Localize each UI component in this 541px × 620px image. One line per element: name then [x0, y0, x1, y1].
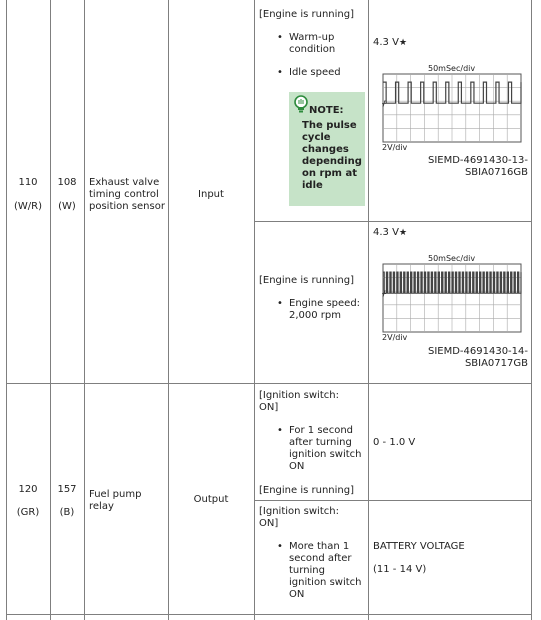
scope-trace [383, 272, 521, 293]
figure-ref: SIEMD-4691430-13- [427, 155, 528, 166]
condition-header: [Engine is running] [259, 275, 355, 286]
ground-marker-icon: ᚋ [382, 289, 386, 299]
star-icon: ★ [398, 38, 408, 48]
terminal-minus: 157 [57, 484, 77, 495]
oscilloscope-waveform [382, 263, 522, 333]
signal-value: BATTERY VOLTAGE [373, 541, 465, 552]
condition-list [277, 425, 362, 473]
lightbulb-icon [293, 95, 309, 115]
description-line: timing control [89, 189, 159, 200]
description-line: position sensor [89, 201, 165, 212]
table-border-right [531, 0, 532, 620]
figure-ref: SBIA0716GB [464, 167, 528, 178]
condition-header: [Ignition switch: [259, 390, 339, 401]
list-item: • Engine speed: [277, 298, 361, 309]
table-border-left [6, 0, 7, 620]
row-divider [6, 383, 532, 384]
terminal-minus-color: (B) [59, 507, 75, 518]
condition-list [277, 298, 361, 322]
list-item: ON [289, 461, 305, 472]
note-body: The pulse cycle changes depending on rpm at idle [302, 120, 362, 191]
description-line: Fuel pump [89, 489, 142, 500]
condition-header: [Ignition switch: [259, 506, 339, 517]
list-item: second after [289, 553, 352, 564]
star-icon: ★ [398, 228, 408, 238]
list-item: condition [289, 44, 336, 55]
scope-time-div: 50mSec/div [428, 64, 476, 73]
condition-list [277, 67, 341, 79]
condition-footer: [Engine is running] [259, 485, 355, 496]
bullet-icon: • [277, 541, 283, 552]
condition-header: ON] [259, 402, 279, 413]
condition-list [277, 541, 362, 601]
signal-type: Input [198, 189, 224, 200]
condition-list [277, 32, 336, 56]
bullet-icon: • [277, 32, 283, 43]
column-divider [50, 0, 51, 620]
condition-header: [Engine is running] [259, 9, 355, 20]
row-divider [6, 614, 532, 615]
description-line: relay [89, 501, 114, 512]
note-label: NOTE: [309, 105, 344, 116]
description-line: Exhaust valve [89, 177, 160, 188]
scope-time-div: 50mSec/div [428, 254, 476, 263]
column-divider [254, 0, 255, 620]
signal-value: 4.3 V★ [373, 37, 408, 48]
scope-volt-div: 2V/div [382, 333, 408, 342]
list-item: after turning [289, 437, 352, 448]
terminal-minus-color: (W) [58, 201, 76, 212]
column-divider [368, 0, 369, 620]
terminal-plus: 120 [18, 484, 38, 495]
scope-volt-div: 2V/div [382, 143, 408, 152]
oscilloscope-waveform [382, 73, 522, 143]
row-divider [254, 500, 532, 501]
note-box [289, 92, 365, 206]
bullet-icon: • [277, 425, 283, 436]
ground-marker-icon: ᚋ [382, 99, 386, 109]
list-item: ignition switch [289, 577, 362, 588]
signal-value: 0 - 1.0 V [373, 437, 416, 448]
column-divider [84, 0, 85, 620]
bullet-icon: • [277, 67, 283, 78]
list-item: turning [289, 565, 325, 576]
figure-ref: SIEMD-4691430-14- [427, 346, 528, 357]
list-item: ignition switch [289, 449, 362, 460]
signal-value: 4.3 V★ [373, 227, 408, 238]
list-item: • Warm-up [277, 32, 335, 43]
terminal-plus-color: (GR) [16, 507, 40, 518]
condition-header: ON] [259, 518, 279, 529]
list-item: 2,000 rpm [289, 310, 342, 321]
bullet-icon: • [277, 298, 283, 309]
column-divider [168, 0, 169, 620]
terminal-minus: 108 [57, 177, 77, 188]
list-item: • More than 1 [277, 541, 350, 552]
list-item: • Idle speed [277, 67, 341, 78]
list-item: • For 1 second [277, 425, 354, 436]
row-divider [254, 221, 532, 222]
signal-type: Output [193, 494, 229, 505]
signal-value-range: (11 - 14 V) [373, 564, 427, 575]
terminal-plus: 110 [18, 177, 38, 188]
list-item: ON [289, 589, 305, 600]
terminal-plus-color: (W/R) [13, 201, 42, 212]
figure-ref: SBIA0717GB [464, 358, 528, 369]
